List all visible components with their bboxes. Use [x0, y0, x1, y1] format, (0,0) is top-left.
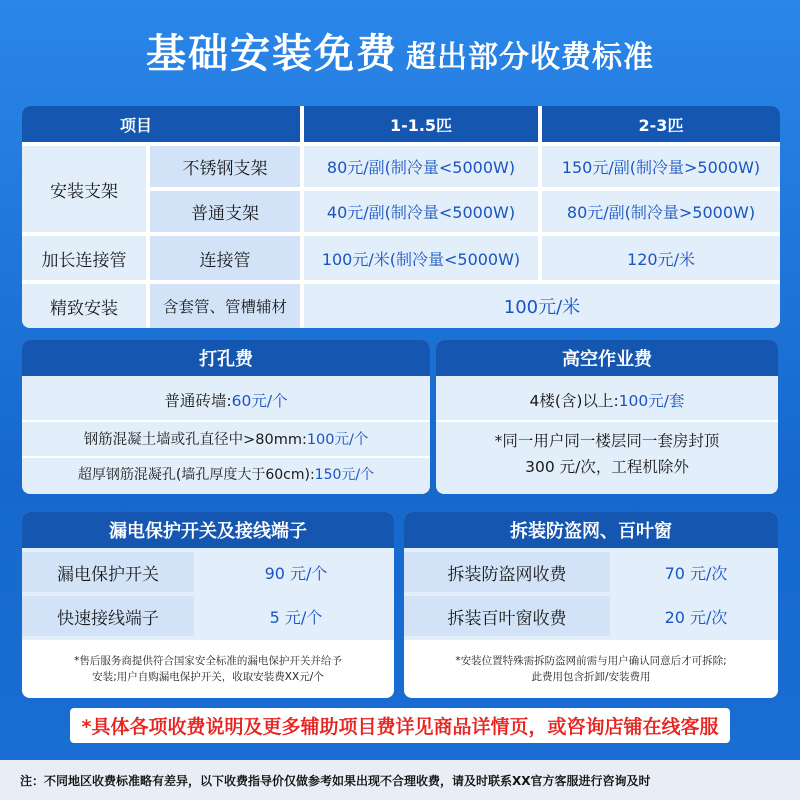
leakage-title: 漏电保护开关及接线端子 [22, 512, 394, 548]
removal-note-2: 此费用包含折卸/安装费用 [531, 671, 651, 683]
drilling-brick-label: 普通砖墙: [164, 392, 232, 410]
main-price-table [22, 106, 780, 328]
high-altitude-price: 100元/套 [618, 392, 685, 410]
leakage-note [22, 640, 394, 698]
drilling-row-brick [22, 386, 430, 414]
header-small-ac: 1-1.5匹 [304, 106, 538, 142]
terminal-price: 5 元/个 [198, 596, 394, 636]
drilling-concrete-label: 钢筋混凝土墙或孔直径中>80mm: [83, 431, 307, 448]
drilling-brick-price: 60元/个 [231, 392, 288, 410]
title-main: 基础安装免费 [146, 31, 398, 77]
drilling-concrete-price: 100元/个 [306, 431, 369, 448]
anti-theft-label: 拆装防盗网收费 [404, 552, 610, 592]
pipe-name: 连接管 [150, 236, 300, 280]
high-altitude-title: 高空作业费 [436, 340, 778, 376]
drilling-row-thick [22, 460, 430, 488]
leakage-switch-price: 90 元/个 [198, 552, 394, 592]
removal-note [404, 640, 778, 698]
terminal-label: 快速接线端子 [22, 596, 194, 636]
pipe-label: 加长连接管 [22, 236, 146, 280]
normal-bracket-large: 80元/副(制冷量>5000W) [542, 191, 780, 232]
high-altitude-note-1: *同一用户同一楼层同一套房封顶 [494, 432, 720, 450]
title-sub: 超出部分收费标准 [406, 40, 654, 75]
drilling-thick-price: 150元/个 [314, 467, 375, 483]
shutter-label: 拆装百叶窗收费 [404, 596, 610, 636]
red-banner [0, 708, 800, 743]
drilling-title: 打孔费 [22, 340, 430, 376]
normal-bracket-small: 40元/副(制冷量<5000W) [304, 191, 538, 232]
stainless-bracket-name: 不锈钢支架 [150, 146, 300, 187]
high-altitude-row [436, 386, 778, 414]
pipe-large: 120元/米 [542, 236, 780, 280]
stainless-bracket-large: 150元/副(制冷量>5000W) [542, 146, 780, 187]
high-altitude-note-2: 300 元/次，工程机除外 [525, 458, 689, 476]
pipe-small: 100元/米(制冷量<5000W) [304, 236, 538, 280]
leakage-note-2: 安装;用户自购漏电保护开关，收取安装费XX元/个 [92, 671, 324, 683]
header-large-ac: 2-3匹 [542, 106, 780, 142]
footer-note: 注：不同地区收费标准略有差异，以下收费指导价仅做参考如果出现不合理收费，请及时联系XX官方客服进行咨询及时 [0, 760, 800, 800]
page-title [0, 22, 800, 79]
removal-card [404, 512, 778, 698]
drilling-card [22, 340, 430, 494]
anti-theft-price: 70 元/次 [614, 552, 778, 592]
leakage-note-1: *售后服务商提供符合国家安全标准的漏电保护开关并给予 [74, 655, 342, 667]
bracket-label: 安装支架 [22, 146, 146, 232]
shutter-price: 20 元/次 [614, 596, 778, 636]
high-altitude-card [436, 340, 778, 494]
removal-title: 拆装防盗网、百叶窗 [404, 512, 778, 548]
fine-price: 100元/米 [304, 284, 780, 328]
fine-label: 精致安装 [22, 284, 146, 328]
stainless-bracket-small: 80元/副(制冷量<5000W) [304, 146, 538, 187]
red-banner-text: *具体各项收费说明及更多辅助项目费详见商品详情页，或咨询店铺在线客服 [70, 708, 731, 743]
drilling-thick-label: 超厚钢筋混凝孔(墙孔厚度大于60cm): [77, 467, 315, 483]
removal-note-1: *安装位置特殊需拆防盗网前需与用户确认同意后才可拆除; [455, 655, 727, 667]
high-altitude-label: 4楼(含)以上: [529, 392, 619, 410]
leakage-card [22, 512, 394, 698]
fine-name: 含套管、管槽辅材 [150, 284, 300, 328]
header-item: 项目 [22, 106, 300, 142]
normal-bracket-name: 普通支架 [150, 191, 300, 232]
leakage-switch-label: 漏电保护开关 [22, 552, 194, 592]
drilling-row-concrete [22, 424, 430, 452]
